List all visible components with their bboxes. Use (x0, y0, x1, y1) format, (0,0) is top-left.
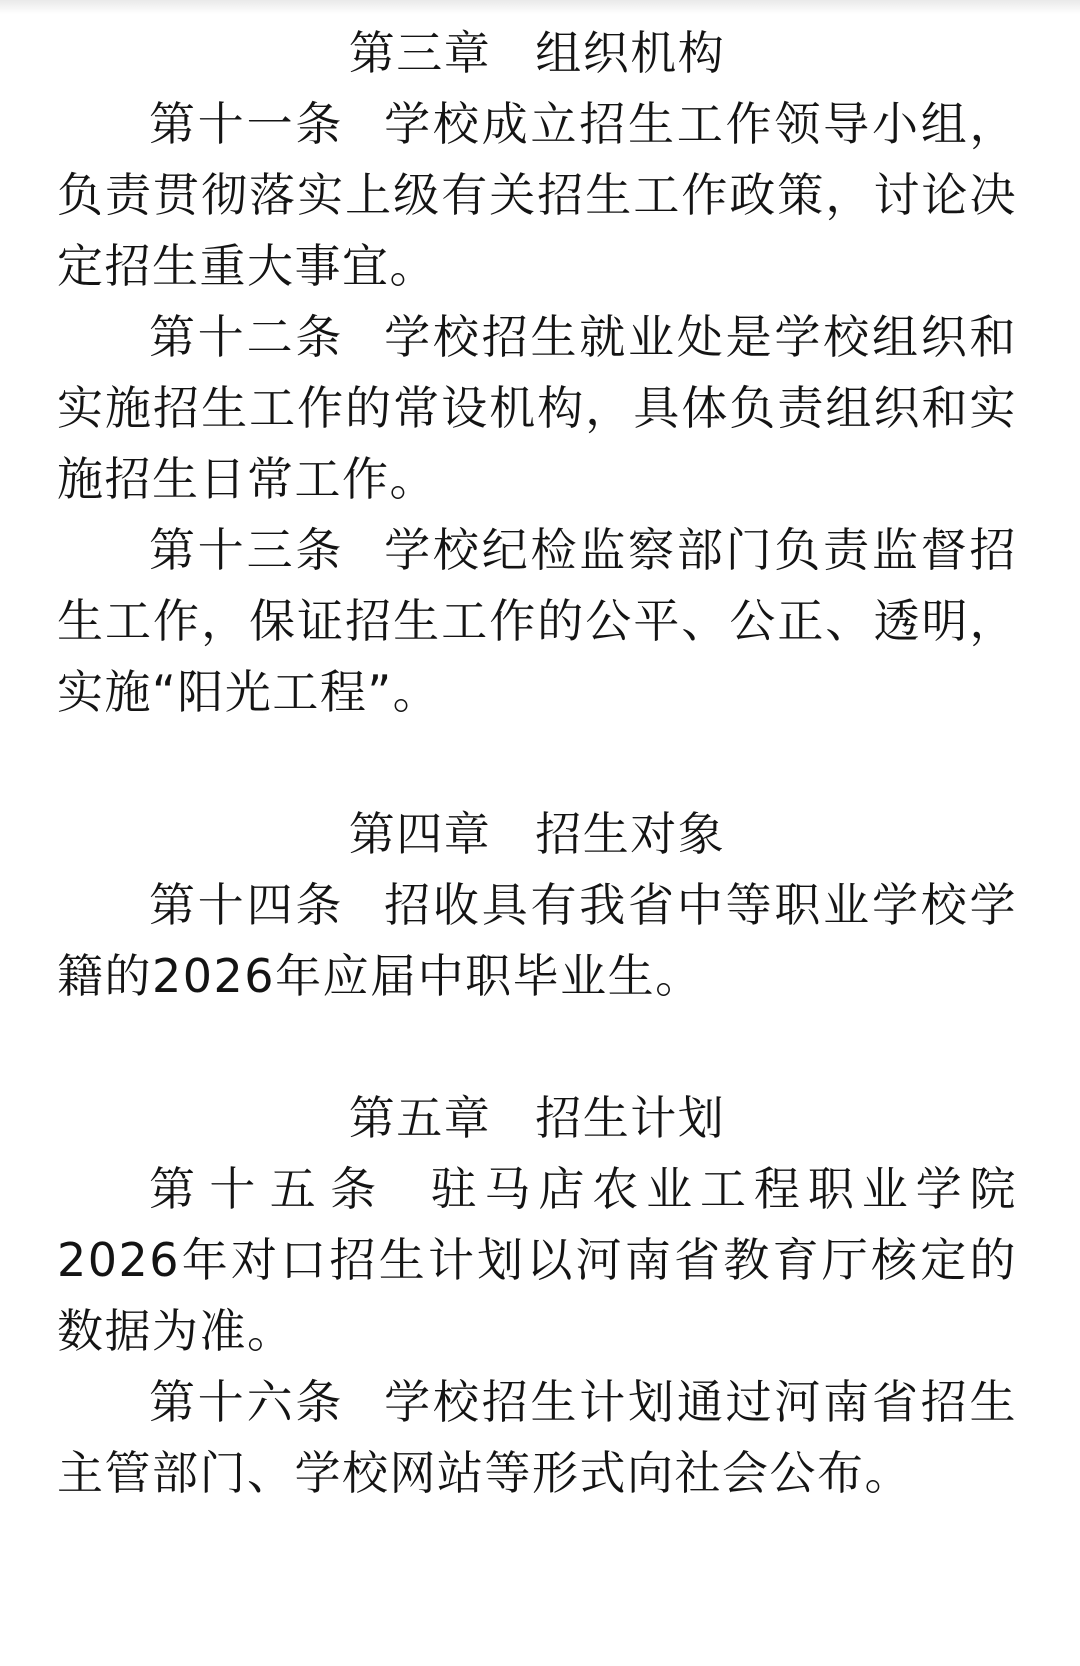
article-12 (57, 302, 1017, 515)
chapter-title: 招生计划 (535, 1091, 726, 1145)
article-label: 第十二条 (149, 310, 345, 364)
article-text: 学校招生计划通过河南省招生主管部门、学校网站等形式向社会公布。 (57, 1375, 1017, 1500)
section-gap (57, 1012, 1017, 1083)
section-gap (57, 728, 1017, 799)
article-label: 第十五条 (149, 1162, 391, 1216)
chapter-title: 组织机构 (535, 26, 726, 80)
article-text: 招收具有我省中等职业学校学籍的2026年应届中职毕业生。 (57, 878, 1017, 1003)
article-14 (57, 870, 1017, 1012)
article-text: 学校招生就业处是学校组织和实施招生工作的常设机构，具体负责组织和实施招生日常工作。 (57, 310, 1017, 506)
document-body (57, 18, 1017, 1509)
article-label: 第十一条 (149, 97, 345, 151)
article-label: 第十四条 (149, 878, 345, 932)
article-label: 第十三条 (149, 523, 345, 577)
article-label: 第十六条 (149, 1375, 345, 1429)
article-text: 学校纪检监察部门负责监督招生工作，保证招生工作的公平、公正、透明，实施“阳光工程”。 (57, 523, 1017, 719)
article-11 (57, 89, 1017, 302)
chapter-label: 第五章 (348, 1091, 492, 1145)
article-16 (57, 1367, 1017, 1509)
top-shadow (0, 0, 1080, 14)
chapter-heading-5 (57, 1083, 1017, 1154)
article-13 (57, 515, 1017, 728)
article-text: 驻马店农业工程职业学院2026年对口招生计划以河南省教育厅核定的数据为准。 (57, 1162, 1018, 1358)
chapter-label: 第四章 (348, 807, 492, 861)
chapter-title: 招生对象 (535, 807, 726, 861)
chapter-label: 第三章 (348, 26, 492, 80)
chapter-heading-4 (57, 799, 1017, 870)
article-text: 学校成立招生工作领导小组，负责贯彻落实上级有关招生工作政策，讨论决定招生重大事宜。 (57, 97, 1017, 293)
article-15 (57, 1154, 1017, 1367)
chapter-heading-3 (57, 18, 1017, 89)
